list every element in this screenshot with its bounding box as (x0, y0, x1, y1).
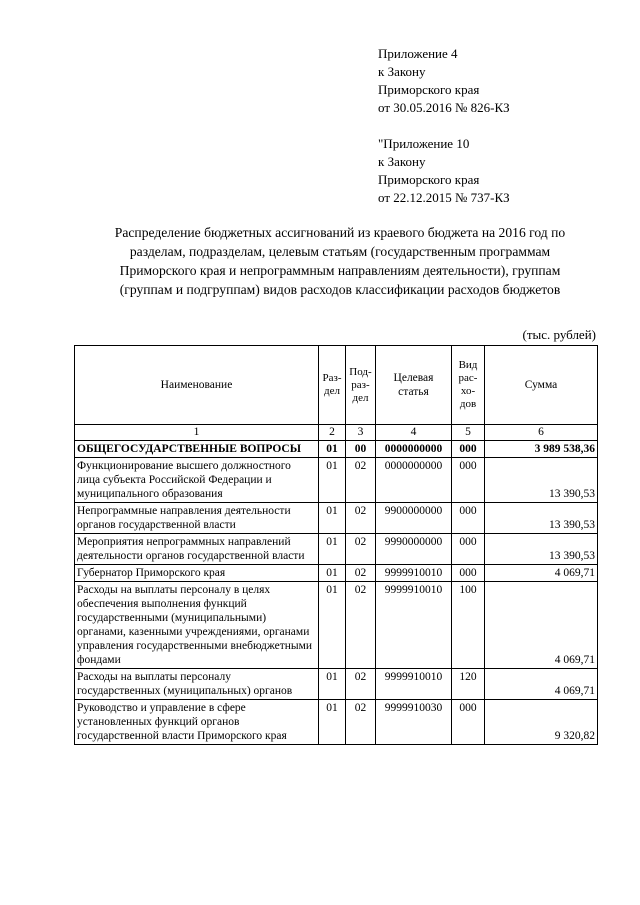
row-amount: 9 320,82 (485, 700, 598, 745)
row-name: Расходы на выплаты персоналу в целях обеспечения выполнения функций государственными (муниципальными) органами, казенными учреждениями, органами управления государственными внебюджетными фондами (75, 582, 319, 669)
annex-line: Приложение 4 (378, 46, 458, 61)
header-target-line: статья (398, 386, 429, 398)
annex-line: от 22.12.2015 № 737-КЗ (378, 190, 510, 205)
row-subsection: 02 (346, 534, 376, 565)
annex-line: "Приложение 10 (378, 136, 470, 151)
row-amount: 4 069,71 (485, 565, 598, 582)
row-target: 9999910010 (376, 582, 452, 669)
row-subsection: 02 (346, 565, 376, 582)
header-section (319, 346, 346, 425)
budget-table (74, 345, 598, 745)
column-number: 2 (319, 425, 346, 441)
row-amount: 4 069,71 (485, 582, 598, 669)
row-target: 9990000000 (376, 534, 452, 565)
table-row (75, 669, 598, 700)
title-line: Распределение бюджетных ассигнований из краевого бюджета на 2016 год по (114, 225, 566, 240)
header-subsection-line: раз- (351, 378, 370, 391)
row-section: 01 (319, 582, 346, 669)
row-subsection: 02 (346, 582, 376, 669)
row-amount: 3 989 538,36 (485, 441, 598, 458)
header-expense-type (452, 346, 485, 425)
annex-line: к Закону (378, 64, 426, 79)
column-number: 1 (75, 425, 319, 441)
column-number: 3 (346, 425, 376, 441)
row-expense-type: 000 (452, 441, 485, 458)
header-subsection (346, 346, 376, 425)
header-expense-line: хо- (460, 385, 476, 397)
row-section: 01 (319, 458, 346, 503)
row-name: Функционирование высшего должностного лица субъекта Российской Федерации и муниципального образования (75, 458, 319, 503)
row-subsection: 02 (346, 458, 376, 503)
row-expense-type: 000 (452, 565, 485, 582)
column-number: 6 (485, 425, 598, 441)
column-number-row (75, 425, 598, 441)
annex-line: Приморского края (378, 172, 480, 187)
row-name: Непрограммные направления деятельности органов государственной власти (75, 503, 319, 534)
title-line: разделам, подразделам, целевым статьям (государственным программам (129, 244, 551, 259)
table-row (75, 582, 598, 669)
table-row (75, 565, 598, 582)
header-target (376, 346, 452, 425)
header-row (75, 346, 598, 425)
table-row (75, 700, 598, 745)
row-expense-type: 000 (452, 503, 485, 534)
table-row (75, 503, 598, 534)
table-row (75, 534, 598, 565)
units-label: (тыс. рублей) (522, 327, 596, 342)
row-section: 01 (319, 565, 346, 582)
row-subsection: 00 (346, 441, 376, 458)
row-expense-type: 120 (452, 669, 485, 700)
row-target: 9999910010 (376, 565, 452, 582)
table-row (75, 458, 598, 503)
header-section-line: Раз- (322, 372, 342, 384)
header-section-line: дел (324, 385, 340, 397)
row-target: 0000000000 (376, 441, 452, 458)
row-amount: 13 390,53 (485, 458, 598, 503)
row-subsection: 02 (346, 700, 376, 745)
row-name: ОБЩЕГОСУДАРСТВЕННЫЕ ВОПРОСЫ (75, 441, 319, 458)
row-target: 9999910010 (376, 669, 452, 700)
row-target: 9999910030 (376, 700, 452, 745)
row-expense-type: 000 (452, 534, 485, 565)
annex-line: к Закону (378, 154, 426, 169)
row-expense-type: 100 (452, 582, 485, 669)
column-number: 5 (452, 425, 485, 441)
annex-line: Приморского края (378, 82, 480, 97)
row-section: 01 (319, 503, 346, 534)
title-line: (группам и подгруппам) видов расходов классификации расходов бюджетов (119, 282, 561, 297)
title-line: Приморского края и непрограммным направлениям деятельности), группам (119, 263, 561, 278)
header-amount: Сумма (485, 346, 598, 425)
row-name: Руководство и управление в сфере установленных функций органов государственной власти Приморского края (75, 700, 319, 745)
row-amount: 4 069,71 (485, 669, 598, 700)
header-subsection-line: дел (352, 391, 369, 404)
row-target: 9900000000 (376, 503, 452, 534)
row-section: 01 (319, 441, 346, 458)
annex-note-10 (378, 135, 510, 207)
row-amount: 13 390,53 (485, 534, 598, 565)
row-expense-type: 000 (452, 458, 485, 503)
header-name: Наименование (75, 346, 319, 425)
row-section: 01 (319, 669, 346, 700)
row-subsection: 02 (346, 503, 376, 534)
annex-note-4 (378, 45, 510, 117)
row-name: Расходы на выплаты персоналу государственных (муниципальных) органов (75, 669, 319, 700)
row-target: 0000000000 (376, 458, 452, 503)
header-expense-line: дов (459, 398, 477, 410)
header-expense-line: рас- (458, 372, 478, 384)
row-expense-type: 000 (452, 700, 485, 745)
column-number: 4 (376, 425, 452, 441)
row-subsection: 02 (346, 669, 376, 700)
header-subsection-line: Под- (349, 365, 372, 378)
header-expense-line: Вид (458, 359, 478, 371)
document-title (74, 223, 606, 299)
row-section: 01 (319, 700, 346, 745)
row-name: Губернатор Приморского края (75, 565, 319, 582)
annex-line: от 30.05.2016 № 826-КЗ (378, 100, 510, 115)
row-name: Мероприятия непрограммных направлений деятельности органов государственной власти (75, 534, 319, 565)
header-target-line: Целевая (393, 372, 434, 384)
table-row (75, 441, 598, 458)
row-amount: 13 390,53 (485, 503, 598, 534)
row-section: 01 (319, 534, 346, 565)
